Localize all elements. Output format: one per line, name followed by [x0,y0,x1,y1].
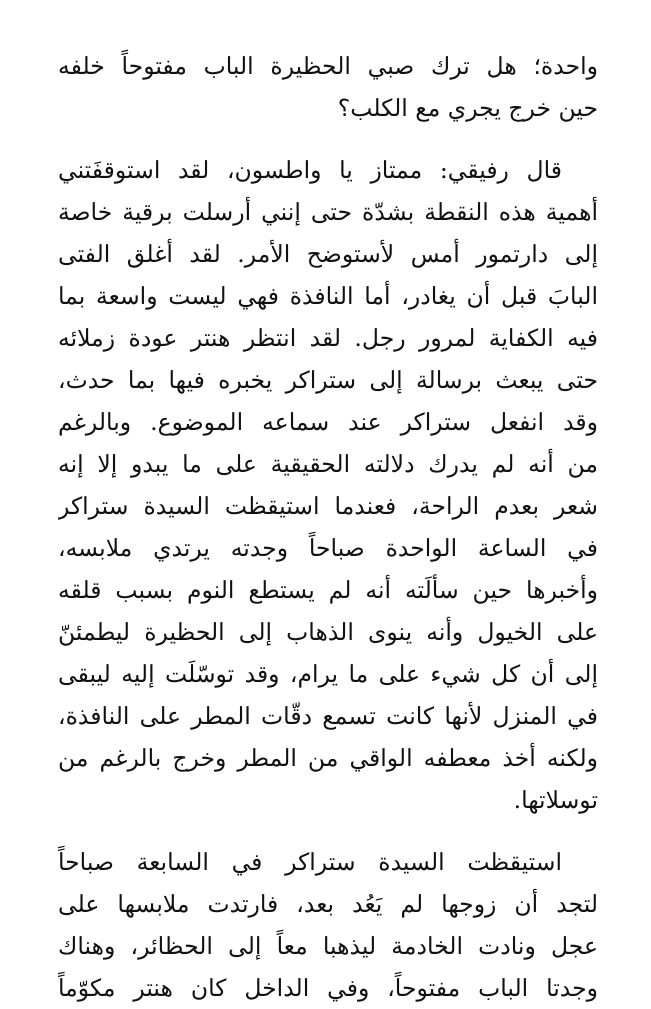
paragraph-2 [58,149,598,821]
paragraph-1 [58,45,598,129]
text-line: قال رفيقي: ممتاز يا واطسون، لقد استوقفَتني [58,156,562,184]
text-line: شعر بعدم الراحة، فعندما استيقظت السيدة ستراكر [58,492,598,520]
text-line: من أنه لم يدرك دلالته الحقيقية على ما يبدو إلا إنه [58,450,598,478]
text-line: ولكنه أخذ معطفه الواقي من المطر وخرج بالرغم من [58,744,598,772]
text-line: في الساعة الواحدة صباحاً وجدته يرتدي ملابسه، [58,534,598,562]
text-line: توسلاتها. [513,786,598,814]
text-line: عجل ونادت الخادمة ليذهبا معاً إلى الحظائر، وهناك [58,932,598,960]
text-line: فيه الكفاية لمرور رجل. لقد انتظر هنتر عودة زملائه [58,324,598,352]
text-line: واحدة؛ هل ترك صبي الحظيرة الباب مفتوحاً خلفه [58,52,598,80]
text-line: حين خرج يجري مع الكلب؟ [337,94,598,122]
text-line: إلى دارتمور أمس لأستوضح الأمر. لقد أغلق الفتى [58,240,598,268]
book-page [58,45,598,1009]
text-line: إلى أن كل شيء على ما يرام، وقد توسّلَت إليه ليبقى [58,660,598,688]
text-line: وقد انفعل ستراكر عند سماعه الموضوع. وبالرغم [58,408,598,436]
text-line: وجدتا الباب مفتوحاً، وفي الداخل كان هنتر مكوّماً [58,974,598,1002]
text-line: في المنزل لأنها كانت تسمع دقّات المطر على النافذة، [58,702,598,730]
text-line: لتجد أن زوجها لم يَعُد بعد، فارتدت ملابسها على [58,890,598,918]
text-line: على الخيول وأنه ينوى الذهاب إلى الحظيرة ليطمئنّ [58,618,598,646]
text-line: البابَ قبل أن يغادر، أما النافذة فهي ليست واسعة بما [58,282,598,310]
text-line: وأخبرها حين سألَته أنه لم يستطع النوم بسبب قلقه [58,576,598,604]
paragraph-3 [58,841,598,1009]
text-line: حتى يبعث برسالة إلى ستراكر يخبره فيها بما حدث، [58,366,598,394]
text-line: أهمية هذه النقطة بشدّة حتى إنني أرسلت برقية خاصة [58,198,598,226]
text-line: استيقظت السيدة ستراكر في السابعة صباحاً [58,848,562,876]
